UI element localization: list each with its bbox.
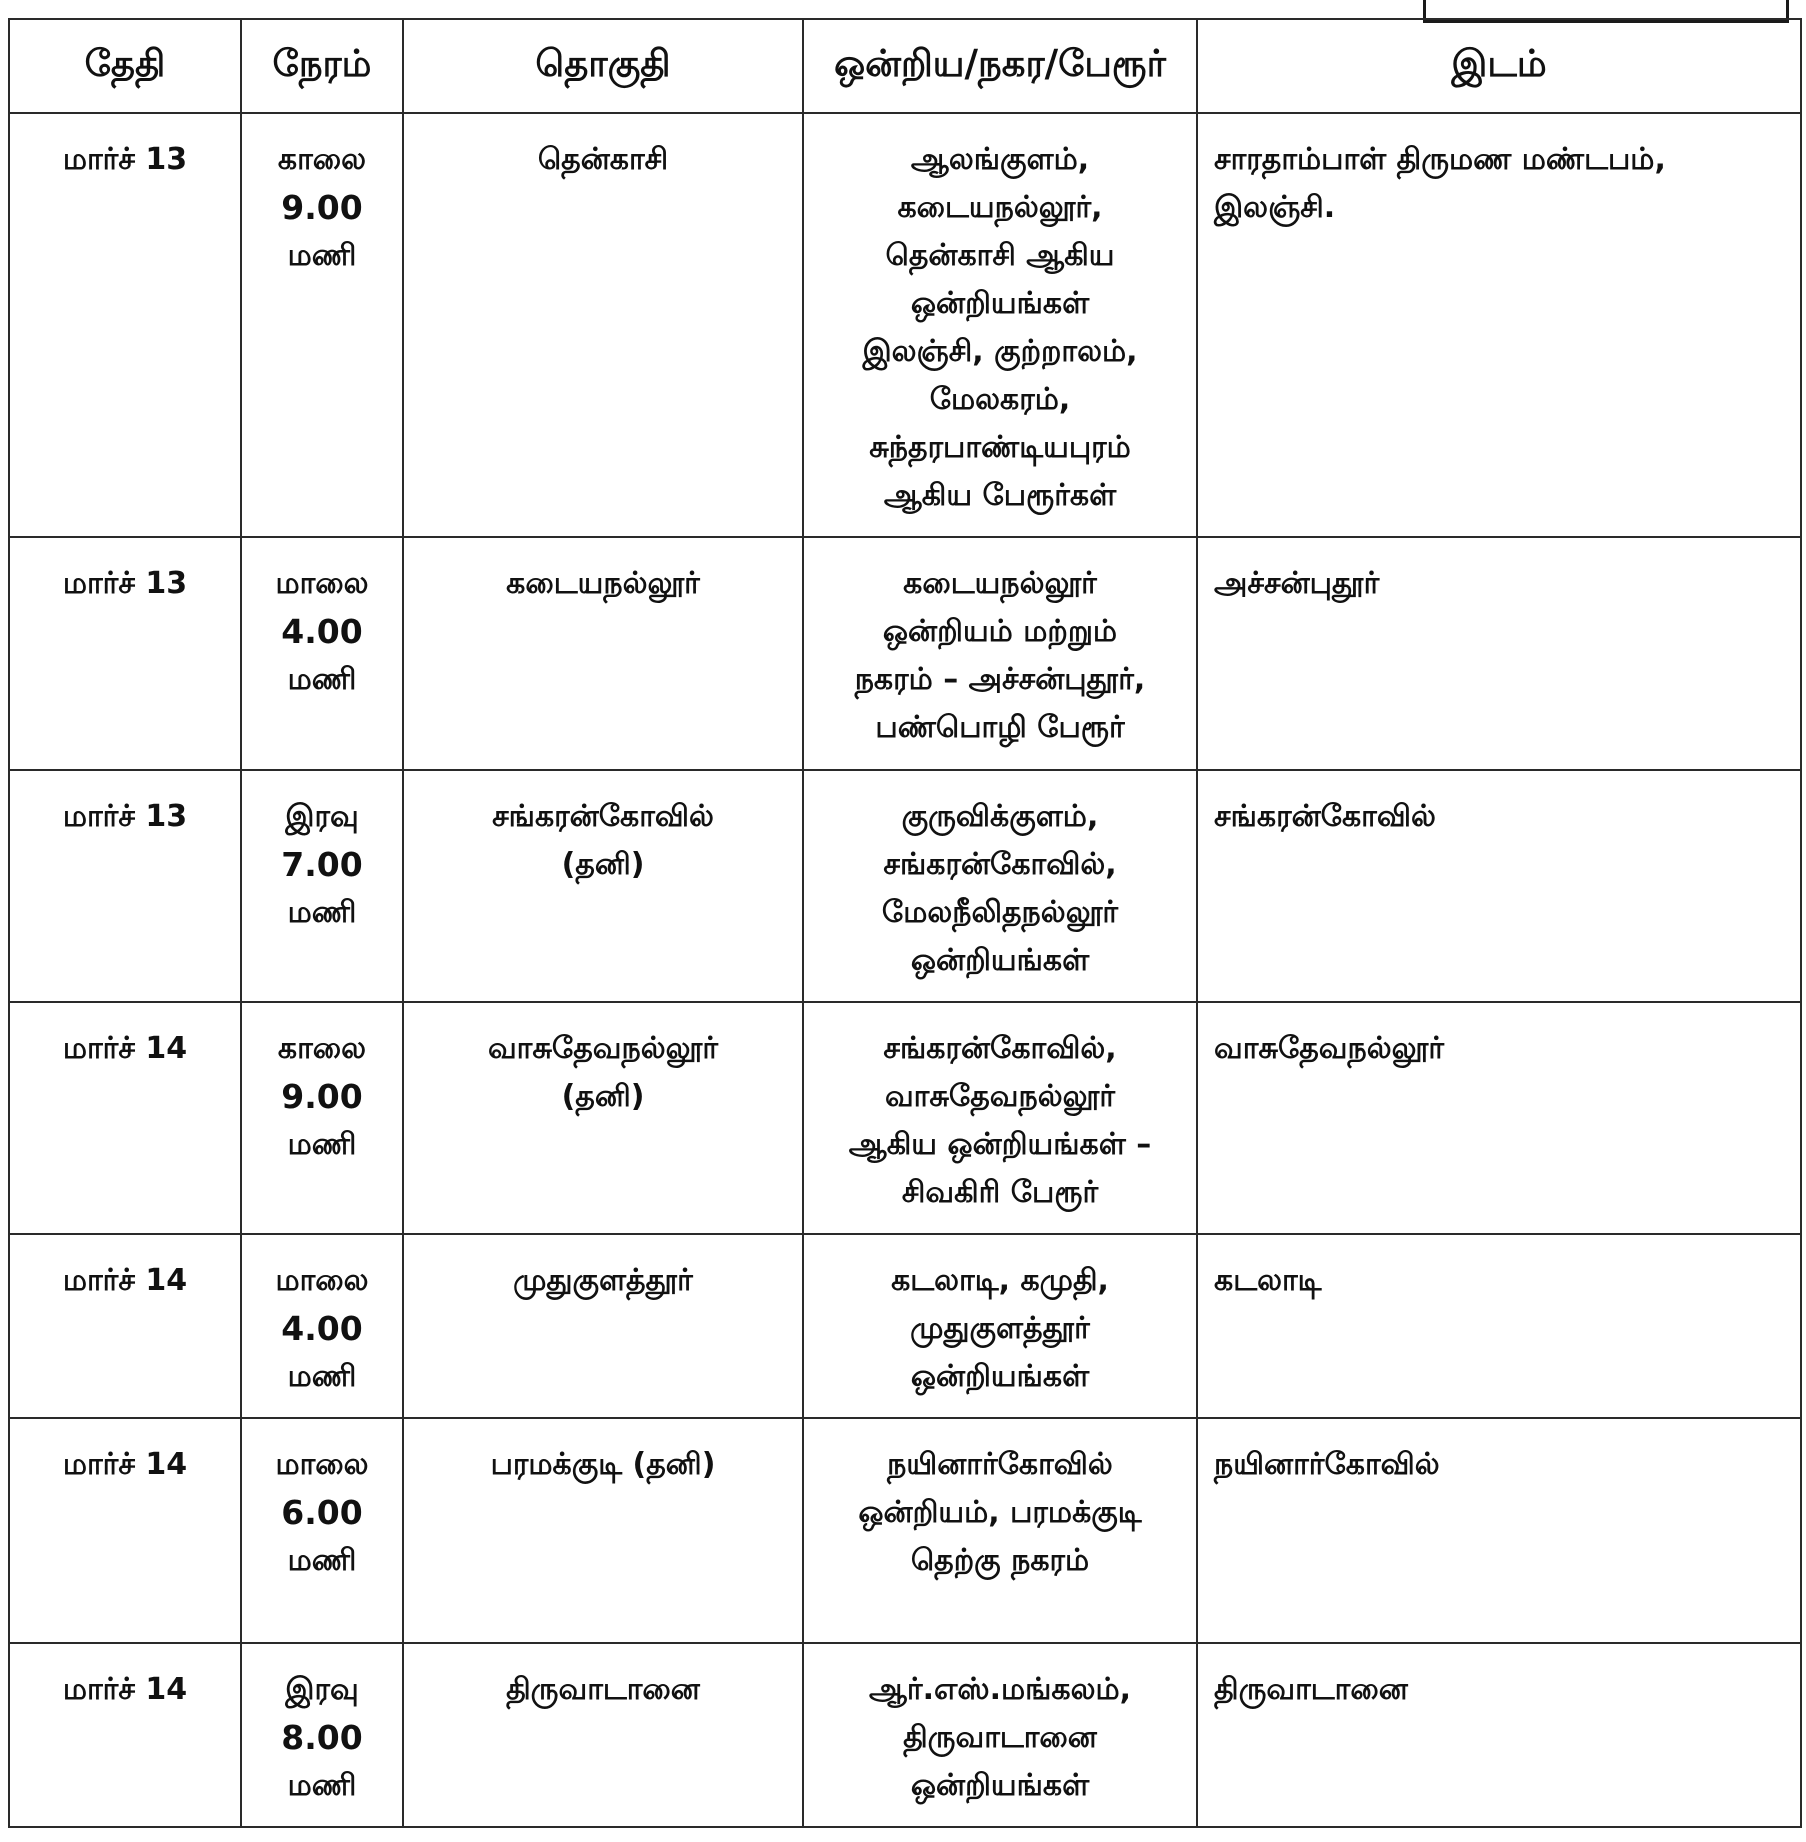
area-text: சங்கரன்கோவில், வாசுதேவநல்லூர் ஆகிய ஒன்றியங்கள் – சிவகிரி பேரூர் <box>848 1031 1152 1211</box>
area-text: நயினார்கோவில் ஒன்றியம், பரமக்குடி தெற்கு நகரம் <box>858 1447 1142 1579</box>
area-text: கடையநல்லூர் ஒன்றியம் மற்றும் நகரம் – அச்சன்புதூர், பண்பொழி பேரூர் <box>854 566 1146 746</box>
place-text: சாரதாம்பாள் திருமண மண்டபம், இலஞ்சி. <box>1214 142 1666 225</box>
cell-area <box>803 1234 1197 1418</box>
place-text: நயினார்கோவில் <box>1214 1447 1440 1483</box>
cell-date: மார்ச் 14 <box>9 1002 241 1234</box>
cell-place <box>1197 537 1801 769</box>
time-unit: மணி <box>287 1767 357 1803</box>
cell-constituency <box>403 1643 803 1827</box>
cell-area <box>803 113 1197 537</box>
cell-constituency <box>403 537 803 769</box>
time-unit: மணி <box>287 894 357 930</box>
constituency-text: வாசுதேவநல்லூர் (தனி) <box>487 1031 719 1115</box>
time-unit: மணி <box>287 1543 357 1579</box>
cell-place <box>1197 1643 1801 1827</box>
cell-time <box>241 537 403 769</box>
header-place: இடம் <box>1197 19 1801 113</box>
cell-area <box>803 537 1197 769</box>
cell-area <box>803 1643 1197 1827</box>
cell-constituency <box>403 1234 803 1418</box>
table-row <box>9 537 1801 769</box>
cell-constituency <box>403 1418 803 1642</box>
time-hour: 7.00 <box>281 844 363 884</box>
header-area: ஒன்றிய/நகர/பேரூர் <box>803 19 1197 113</box>
cell-date: மார்ச் 14 <box>9 1418 241 1642</box>
cell-time <box>241 1002 403 1234</box>
header-row <box>9 19 1801 113</box>
table-row <box>9 1643 1801 1827</box>
cell-constituency <box>403 1002 803 1234</box>
time-hour: 4.00 <box>281 1309 363 1349</box>
cell-time <box>241 113 403 537</box>
cell-time <box>241 1418 403 1642</box>
area-text: கடலாடி, கமுதி, முதுகுளத்தூர் ஒன்றியங்கள் <box>891 1263 1109 1395</box>
cell-area <box>803 1418 1197 1642</box>
constituency-text: தென்காசி <box>537 142 669 177</box>
constituency-text: பரமக்குடி (தனி) <box>490 1447 716 1483</box>
header-date: தேதி <box>9 19 241 113</box>
cell-area <box>803 770 1197 1002</box>
time-period: காலை <box>277 142 367 177</box>
schedule-table <box>8 18 1802 1828</box>
cell-date: மார்ச் 14 <box>9 1234 241 1418</box>
time-hour: 9.00 <box>281 188 363 227</box>
header-constituency: தொகுதி <box>403 19 803 113</box>
cell-date: மார்ச் 13 <box>9 113 241 537</box>
time-period: இரவு <box>285 1671 359 1707</box>
time-period: காலை <box>277 1031 367 1067</box>
time-hour: 9.00 <box>281 1077 363 1117</box>
table-row <box>9 770 1801 1002</box>
time-hour: 6.00 <box>281 1493 363 1533</box>
table-row <box>9 1002 1801 1234</box>
cell-area <box>803 1002 1197 1234</box>
table-row <box>9 113 1801 537</box>
place-text: கடலாடி <box>1214 1263 1322 1299</box>
header-time: நேரம் <box>241 19 403 113</box>
place-text: திருவாடானை <box>1214 1671 1408 1707</box>
time-unit: மணி <box>287 238 357 273</box>
cell-date: மார்ச் 13 <box>9 537 241 769</box>
place-text: சங்கரன்கோவில் <box>1214 798 1436 834</box>
cell-date: மார்ச் 14 <box>9 1643 241 1827</box>
time-hour: 8.00 <box>281 1717 363 1757</box>
constituency-text: கடையநல்லூர் <box>506 566 700 602</box>
cell-constituency <box>403 113 803 537</box>
place-text: அச்சன்புதூர் <box>1214 566 1380 602</box>
place-text: வாசுதேவநல்லூர் <box>1214 1031 1445 1067</box>
constituency-text: சங்கரன்கோவில் (தனி) <box>492 798 714 882</box>
cell-time <box>241 1234 403 1418</box>
time-unit: மணி <box>287 1127 357 1163</box>
constituency-text: முதுகுளத்தூர் <box>513 1263 693 1299</box>
table-row <box>9 1234 1801 1418</box>
cell-place <box>1197 1002 1801 1234</box>
time-period: மாலை <box>275 1263 369 1299</box>
constituency-text: திருவாடானை <box>506 1671 700 1707</box>
time-period: மாலை <box>275 566 369 602</box>
time-hour: 4.00 <box>281 612 363 652</box>
area-text: ஆலங்குளம், கடையநல்லூர், தென்காசி ஆகிய ஒன்றியங்கள் இலஞ்சி, குற்றாலம், மேலகரம், சுந்தரபாண்டியபுரம் ஆகிய பேரூர்கள் <box>862 142 1138 513</box>
cell-place <box>1197 1234 1801 1418</box>
time-unit: மணி <box>287 1359 357 1395</box>
area-text: ஆர்.எஸ்.மங்கலம், திருவாடானை ஒன்றியங்கள் <box>868 1671 1132 1803</box>
cell-place <box>1197 113 1801 537</box>
cell-constituency <box>403 770 803 1002</box>
cell-time <box>241 1643 403 1827</box>
cell-date: மார்ச் 13 <box>9 770 241 1002</box>
cell-place <box>1197 1418 1801 1642</box>
area-text: குருவிக்குளம், சங்கரன்கோவில், மேலநீலிதநல்லூர் ஒன்றியங்கள் <box>881 798 1119 978</box>
cell-place <box>1197 770 1801 1002</box>
table-row <box>9 1418 1801 1642</box>
time-period: இரவு <box>285 798 359 834</box>
cell-time <box>241 770 403 1002</box>
time-unit: மணி <box>287 662 357 698</box>
time-period: மாலை <box>275 1447 369 1483</box>
